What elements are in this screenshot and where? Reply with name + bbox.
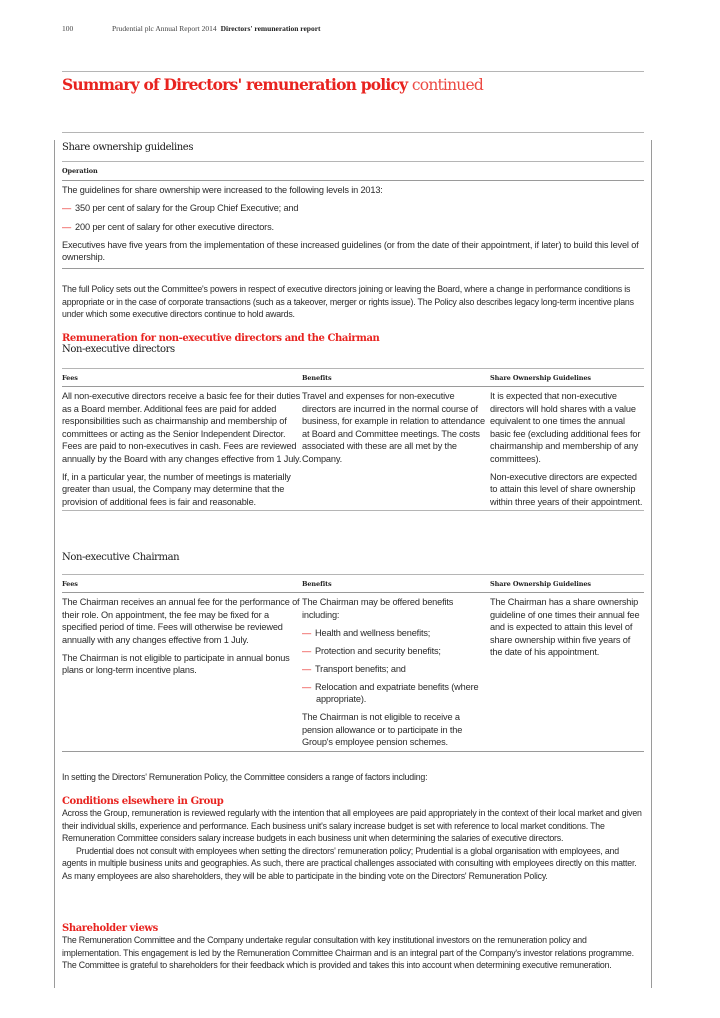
dash-bullet-icon: — xyxy=(62,221,72,232)
column-header-share-ownership: Share Ownership Guidelines xyxy=(490,579,591,588)
setting-text: In setting the Directors' Remuneration Policy, the Committee considers a range of factors including: xyxy=(62,772,428,782)
column-header-fees: Fees xyxy=(62,373,78,382)
conditions-heading: Conditions elsewhere in Group xyxy=(62,796,224,807)
sog-closing: Executives have five years from the implementation of these increased guidelines (or from the date of their appointment, if later) to build this level of ownership. xyxy=(62,239,639,263)
non-exec-chairman-heading: Non-executive Chairman xyxy=(62,552,180,563)
frame-left-border xyxy=(54,140,55,988)
share-ownership-cell: The Chairman has a share ownership guideline of one times their annual fee and is expected to attain this level of share ownership within five years of the date of his appointment. xyxy=(490,597,640,657)
policy-note: The full Policy sets out the Committee's powers in respect of executive directors joining or leaving the Board, where a change in performance conditions is appropriate or in the case of corporate transactions (such as a takeover, merger or rights issue). The Policy also describes legacy long-term incentive plans under which some executive directors continue to hold awards. xyxy=(62,284,634,319)
dash-bullet-icon: — xyxy=(302,645,312,656)
divider xyxy=(62,751,644,752)
page-title xyxy=(62,75,483,94)
sog-intro: The guidelines for share ownership were increased to the following levels in 2013: xyxy=(62,185,383,195)
conditions-section xyxy=(62,796,644,882)
table-row xyxy=(62,387,644,510)
running-header xyxy=(62,24,321,33)
table-header-row xyxy=(62,369,644,386)
fees-cell: All non-executive directors receive a basic fee for their duties as a Board member. Additional fees are paid for added responsibilities such as chairmanship and membership of committees or acting as the Senior Independent Director. Fees are paid to non-executives in cash. Fees are reviewed annually by the Board with any changes effective from 1 July. If, in a particular year, the number of meetings is materially greater than usual, the Company may determine that the provision of additional fees is fair and reasonable. xyxy=(62,391,302,507)
divider xyxy=(62,268,644,269)
dash-bullet-icon: — xyxy=(62,203,72,214)
benefit-bullet: — Protection and security benefits; xyxy=(302,645,441,656)
benefit-bullet: — Relocation and expatriate benefits (where appropriate). xyxy=(302,681,479,704)
shareholder-views-heading: Shareholder views xyxy=(62,923,158,934)
shareholder-views-section xyxy=(62,923,644,972)
nec-table xyxy=(62,574,644,752)
column-header-share-ownership: Share Ownership Guidelines xyxy=(490,373,591,382)
sog-title: Share ownership guidelines xyxy=(62,141,194,153)
divider xyxy=(62,510,644,511)
sog-bullet: — 200 per cent of salary for other executive directors. xyxy=(62,221,274,232)
column-header-benefits: Benefits xyxy=(302,373,332,382)
sog-bullet: — 350 per cent of salary for the Group Chief Executive; and xyxy=(62,203,299,214)
page-title-main: Summary of Directors' remuneration policy xyxy=(62,75,408,94)
benefit-bullet: — Transport benefits; and xyxy=(302,663,406,674)
conditions-body: Across the Group, remuneration is reviewed regularly with the intention that all employees are paid appropriately in the context of their local market and given their individual skills, experience and performance. Each business unit's salary increase budget is set with reference to local market conditions. The Remuneration Committee considers salary increase budgets in each business unit when determining the salaries of executive directors. Prudential does not consult with employees when setting the directors' remuneration policy; Prudential is a global organisation with employees, and agents in multiple business units and geographies. As such, there are practical challenges associated with consulting with employees directly on this matter. As many employees are also shareholders, they will be able to participate in the binding vote on the Directors' Remuneration Policy. xyxy=(62,808,642,881)
non-exec-directors-heading: Non-executive directors xyxy=(62,344,175,355)
fees-cell: The Chairman receives an annual fee for the performance of their role. On appointment, the fee may be fixed for a specified period of time. Fees will otherwise be reviewed annually with any changes effective from 1 July. The Chairman is not eligible to participate in annual bonus plans or long-term incentive plans. xyxy=(62,597,300,675)
column-header-benefits: Benefits xyxy=(302,579,332,588)
sog-body xyxy=(62,181,644,268)
benefit-bullet: — Health and wellness benefits; xyxy=(302,627,431,638)
dash-bullet-icon: — xyxy=(302,681,312,692)
section-name: Directors' remuneration report xyxy=(220,24,321,33)
frame-right-border xyxy=(651,140,652,988)
share-ownership-cell: It is expected that non-executive directors will hold shares with a value equivalent to one times the annual basic fee (excluding additional fees for chairmanship and membership of any committees). Non-executive directors are expected to attain this level of share ownership within three years of their appointment. xyxy=(490,391,643,507)
benefits-cell: Travel and expenses for non-executive directors are incurred in the normal course of business, for example in relation to attendance at Board and Committee meetings. The costs associated with these are all met by the Company. xyxy=(302,391,485,464)
non-exec-chairman-heading-block xyxy=(62,552,644,563)
dash-bullet-icon: — xyxy=(302,663,312,674)
table-header-row xyxy=(62,575,644,592)
column-header-fees: Fees xyxy=(62,579,78,588)
top-rule xyxy=(62,71,644,72)
shareholder-views-body: The Remuneration Committee and the Company undertake regular consultation with key institutional investors on the remuneration policy and implementation. This engagement is led by the Remuneration Committee Chairman and is an integral part of the Company's investor relations programme. The Committee is grateful to shareholders for their feedback which is provided and takes this into account when determining executive remuneration. xyxy=(62,935,634,970)
table-row xyxy=(62,593,644,751)
non-exec-red-heading: Remuneration for non-executive directors and the Chairman xyxy=(62,333,380,344)
page-title-suffix: continued xyxy=(411,76,483,94)
benefits-cell: The Chairman may be offered benefits including: — Health and wellness benefits; — Protection and security benefits; — Transport benefits; and — Relocation and expatriate benefits (where appropriate). The Chairman is not eligible to receive a pension allowance or to participate in the Group's employee pension schemes. xyxy=(302,596,490,749)
report-title: Prudential plc Annual Report 2014 xyxy=(112,24,217,33)
page-number: 100 xyxy=(62,24,74,33)
non-exec-section-heading xyxy=(62,333,644,355)
ned-table xyxy=(62,368,644,511)
dash-bullet-icon: — xyxy=(302,627,312,638)
operation-label: Operation xyxy=(62,167,98,175)
share-ownership-guidelines-box xyxy=(62,132,644,269)
